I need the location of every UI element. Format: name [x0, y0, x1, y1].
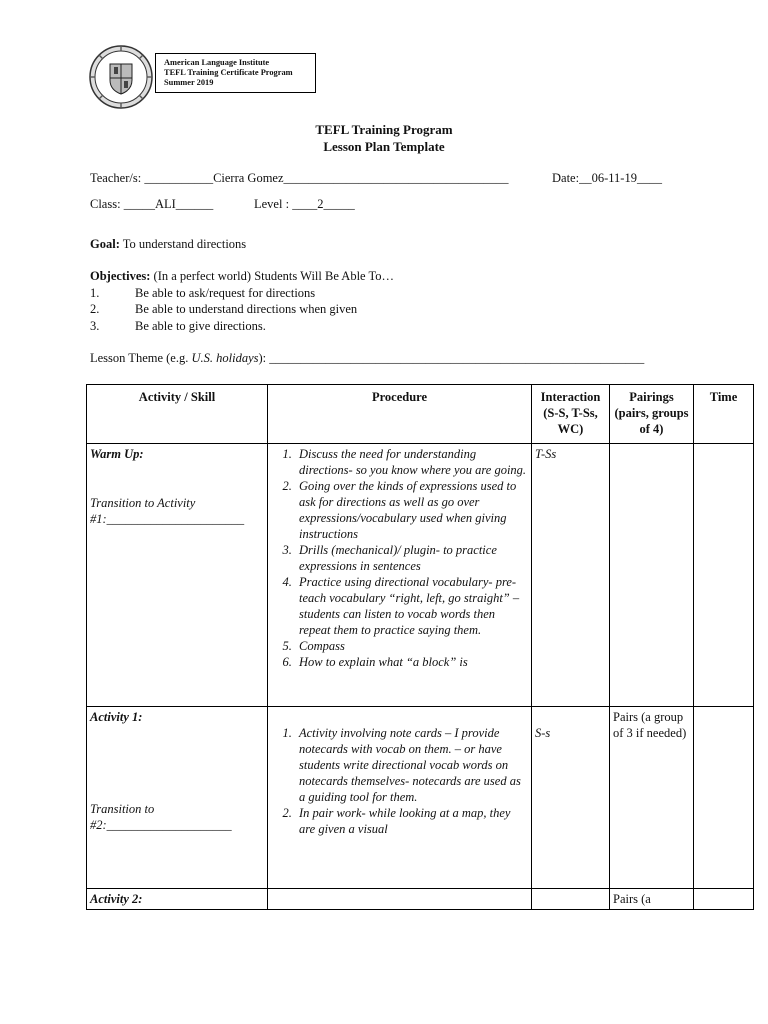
- header-time: Time: [694, 385, 754, 444]
- pairings-cell: Pairs (a: [610, 889, 694, 910]
- goal-text: To understand directions: [122, 237, 247, 251]
- pairings-cell: [610, 444, 694, 707]
- procedure-list: [271, 725, 528, 837]
- header-pairings: Pairings (pairs, groups of 4): [610, 385, 694, 444]
- objectives-label: Objectives:: [90, 269, 151, 283]
- theme-value: ____________________________________________________________: [269, 351, 645, 365]
- header-procedure: Procedure: [268, 385, 532, 444]
- table-row: [87, 444, 754, 707]
- objective-text: Be able to ask/request for directions: [135, 286, 316, 300]
- objective-num: 1.: [90, 286, 100, 300]
- objectives-line: [90, 269, 394, 284]
- teacher-label: Teacher/s:: [90, 171, 142, 185]
- activity-cell: [87, 889, 268, 910]
- procedure-step: 1. Discuss the need for understanding directions- so you know where you are going.: [295, 446, 528, 478]
- document-subtitle: Lesson Plan Template: [323, 139, 445, 154]
- activity-label: Activity 2:: [90, 892, 143, 906]
- header-activity-skill: Activity / Skill: [87, 385, 268, 444]
- theme-label-end: ):: [258, 351, 267, 365]
- procedure-cell: [268, 444, 532, 707]
- goal-line: [90, 237, 246, 252]
- objective-text: Be able to give directions.: [135, 319, 266, 333]
- procedure-step: 3. Drills (mechanical)/ plugin- to practice expressions in sentences: [295, 542, 528, 574]
- program-term: Summer 2019: [164, 78, 214, 87]
- program-name: TEFL Training Certificate Program: [164, 68, 293, 77]
- level-label: Level :: [254, 197, 290, 211]
- institute-name: American Language Institute: [164, 58, 270, 67]
- theme-label-start: Lesson Theme (e.g.: [90, 351, 189, 365]
- document-title: TEFL Training Program: [315, 122, 453, 137]
- interaction-cell: [532, 707, 610, 889]
- procedure-cell: [268, 889, 532, 910]
- table-header-row: [87, 385, 754, 444]
- level-line: [254, 197, 355, 212]
- transition-text: Transition to Activity #1:______________________: [90, 496, 245, 526]
- class-value: _____ALI______: [123, 197, 214, 211]
- procedure-step: 5. Compass: [295, 638, 528, 654]
- class-label: Class:: [90, 197, 121, 211]
- table-row: [87, 707, 754, 889]
- activity-cell: [87, 707, 268, 889]
- activity-label: Activity 1:: [90, 710, 143, 724]
- institute-header-box: [155, 53, 316, 93]
- objectives-intro: (In a perfect world): [153, 269, 252, 283]
- table-row: [87, 889, 754, 910]
- objective-num: 3.: [90, 319, 100, 333]
- teacher-line: [90, 171, 509, 186]
- procedure-step: 4. Practice using directional vocabulary- pre-teach vocabulary “right, left, go straight” – students can listen to vocab words then repeat them to practice saying them.: [295, 574, 528, 638]
- level-value: ____2_____: [292, 197, 355, 211]
- class-line: [90, 197, 213, 212]
- interaction-cell: [532, 889, 610, 910]
- procedure-cell: [268, 707, 532, 889]
- activity-cell: [87, 444, 268, 707]
- pairings-cell: Pairs (a group of 3 if needed): [610, 707, 694, 889]
- objective-num: 2.: [90, 302, 100, 316]
- time-cell: [694, 889, 754, 910]
- theme-example: U.S. holidays: [191, 351, 259, 365]
- date-value: __06-11-19____: [579, 171, 662, 185]
- procedure-step: 2. Going over the kinds of expressions used to ask for directions as well as go over expressions/vocabulary used when giving instructions: [295, 478, 528, 542]
- institute-seal-logo: [88, 44, 154, 110]
- date-line: [552, 171, 662, 186]
- header-interaction: Interaction (S-S, T-Ss, WC): [532, 385, 610, 444]
- activity-label: Warm Up:: [90, 447, 144, 461]
- teacher-value: ___________Cierra Gomez____________________________________: [144, 171, 509, 185]
- procedure-list: [271, 446, 528, 670]
- objective-text: Be able to understand directions when given: [135, 302, 358, 316]
- objectives-swbat: Students Will Be Able To…: [254, 269, 395, 283]
- lesson-theme-line: [90, 351, 644, 366]
- procedure-step: 6. How to explain what “a block” is: [295, 654, 528, 670]
- procedure-step: 2. In pair work- while looking at a map, they are given a visual: [295, 805, 528, 837]
- date-label: Date:: [552, 171, 580, 185]
- interaction-cell: T-Ss: [532, 444, 610, 707]
- transition-text: Transition to #2:____________________: [90, 802, 232, 832]
- procedure-step: 1. Activity involving note cards – I provide notecards with vocab on them. – or have students write directional vocab words on notecards themselves- notecards are used as a guiding tool for them.: [295, 725, 528, 805]
- time-cell: [694, 707, 754, 889]
- time-cell: [694, 444, 754, 707]
- lesson-plan-table: [86, 384, 754, 910]
- interaction-value: S-s: [535, 726, 551, 740]
- goal-label: Goal:: [90, 237, 120, 251]
